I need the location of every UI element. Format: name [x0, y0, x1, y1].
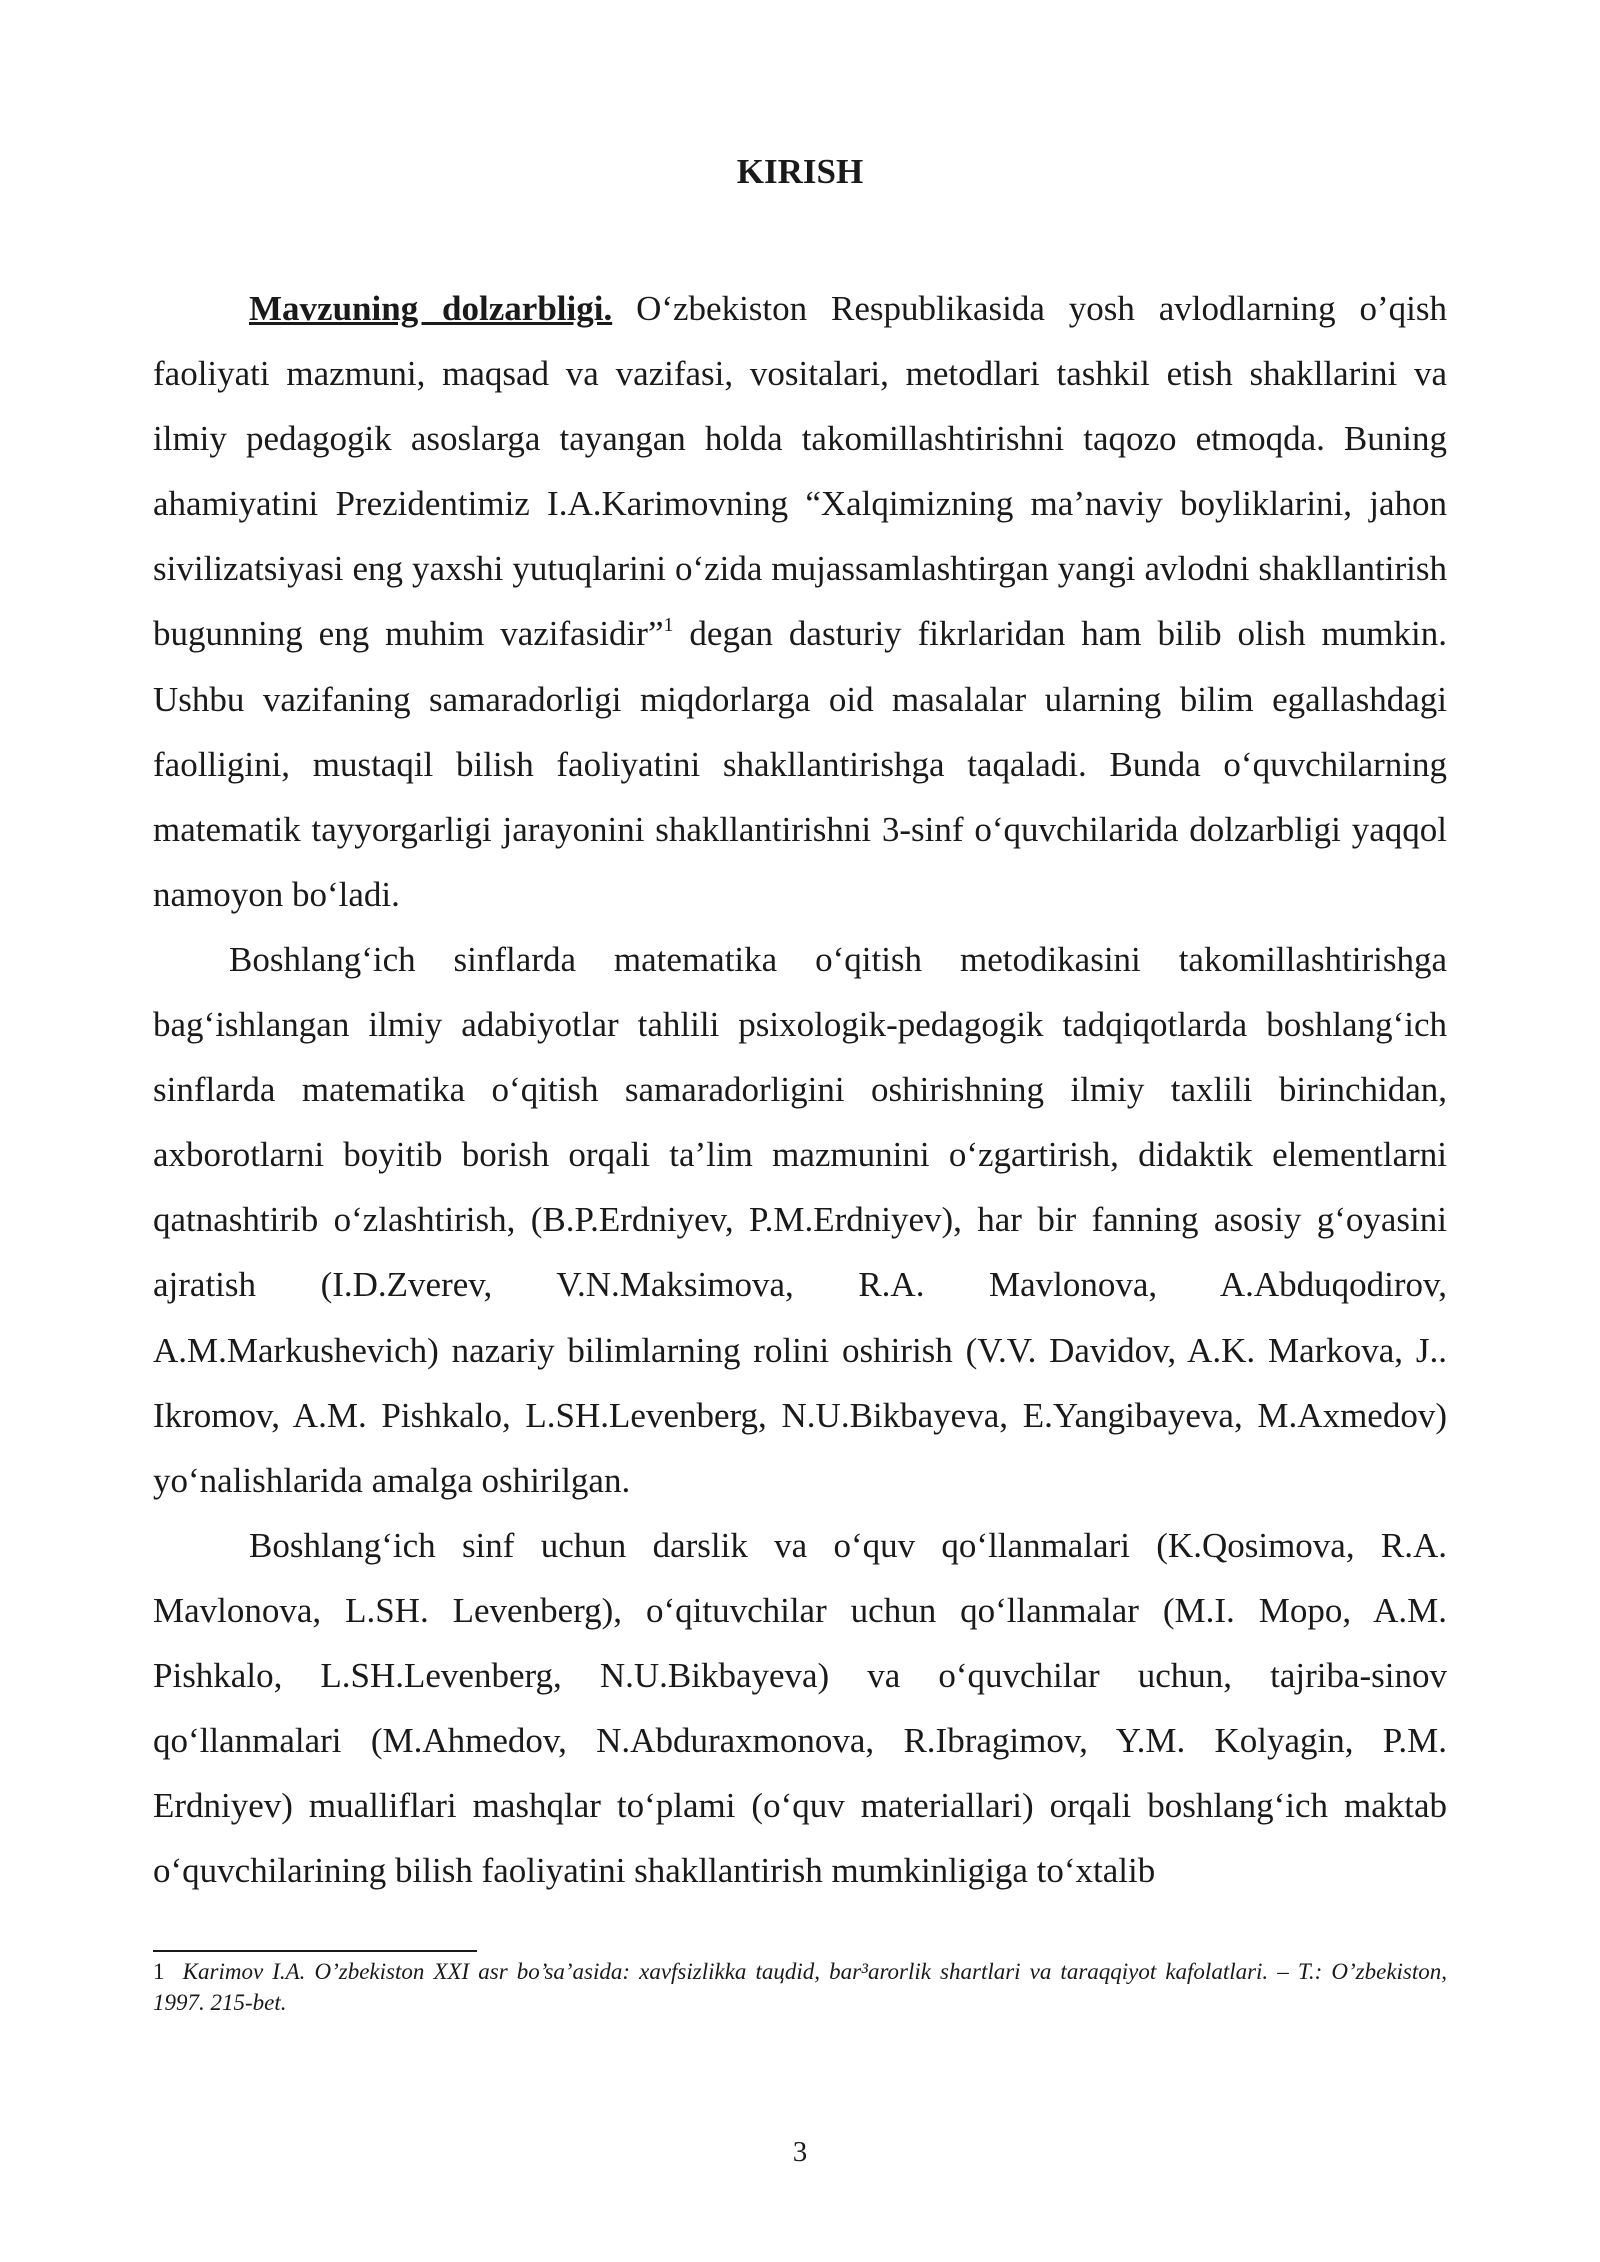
footnote-text: Karimov I.A. O’zbekiston XXI asr bo’sa’asida: xavfsizlikka taцdid, bar³arorlik shartlari va taraqqiyot kafolatlari. – T.: O’zbekiston, 1997. 215-bet.: [153, 1959, 1448, 2015]
paragraph-text: degan dasturiy fikrlaridan ham bilib olish mumkin. Ushbu vazifaning samaradorligi miqdorlarga oid masalalar ularning bilim egallashdagi faolligini, mustaqil bilish faoliyatini shakllantirishga taqaladi. Bunda o‘quvchilarning matematik tayyorgarligi jarayonini shakllantirishni 3-sinf o‘quvchilarida dolzarbligi yaqqol namoyon bo‘ladi.: [153, 614, 1447, 914]
footnote-divider: [153, 1950, 477, 1952]
paragraph-relevance: [153, 276, 1447, 927]
page-title: KIRISH: [736, 152, 864, 191]
footnote-reference[interactable]: 1: [663, 613, 674, 636]
paragraph-literature: Boshlang‘ich sinflarda matematika o‘qitish metodikasini takomillashtirishga bag‘ishlangan ilmiy adabiyotlar tahlili psixologik-pedagogik tadqiqotlarda boshlang‘ich sinflarda matematika o‘qitish samaradorligini oshirishning ilmiy taxlili birinchidan, axborotlarni boyitib borish orqali ta’lim mazmunini o‘zgartirish, didaktik elementlarni qatnashtirib o‘zlashtirish, (B.P.Erdniyev, P.M.Erdniyev), har bir fanning asosiy g‘oyasini ajratish (I.D.Zverev, V.N.Maksimova, R.A. Mavlonova, A.Abduqodirov, A.M.Markushevich) nazariy bilimlarning rolini oshirish (V.V. Davidov, A.K. Markova, J.. Ikromov, A.M. Pishkalo, L.SH.Levenberg, N.U.Bikbayeva, E.Yangibayeva, M.Axmedov) yo‘nalishlarida amalga oshirilgan.: [153, 939, 1447, 1500]
page-number: 3: [792, 2136, 808, 2168]
footnote-number: 1: [153, 1959, 165, 1984]
section-lead: Mavzuning dolzarbligi.: [249, 289, 613, 328]
paragraph-textbooks: Boshlang‘ich sinf uchun darslik va o‘quv qo‘llanmalari (K.Qosimova, R.A. Mavlonova, L.SH. Levenberg), o‘qituvchilar uchun qo‘llanmalar (M.I. Mopo, A.M. Pishkalo, L.SH.Levenberg, N.U.Bikbayeva) va o‘quvchilar uchun, tajriba-sinov qo‘llanmalari (M.Ahmedov, N.Abduraxmonova, R.Ibragimov, Y.M. Kolyagin, P.M. Erdniyev) mualliflari mashqlar to‘plami (o‘quv materiallari) orqali boshlang‘ich maktab o‘quvchilarining bilish faoliyatini shakllantirish mumkinligiga to‘xtalib: [153, 1525, 1447, 1891]
main-text: [153, 276, 1447, 1903]
footnote: [153, 1956, 1447, 2018]
paragraph-text: O‘zbekiston Respublikasida yosh avlodlarning o’qish faoliyati mazmuni, maqsad va vazifasi, vositalari, metodlari tashkil etish shakllarini va ilmiy pedagogik asoslarga tayangan holda takomillashtirishni taqozo etmoqda. Buning ahamiyatini Prezidentimiz I.A.Karimovning “Xalqimizning ma’naviy boyliklarini, jahon sivilizatsiyasi eng yaxshi yutuqlarini o‘zida mujassamlashtirgan yangi avlodni shakllantirish bugunning eng muhim vazifasidir”: [153, 289, 1447, 654]
